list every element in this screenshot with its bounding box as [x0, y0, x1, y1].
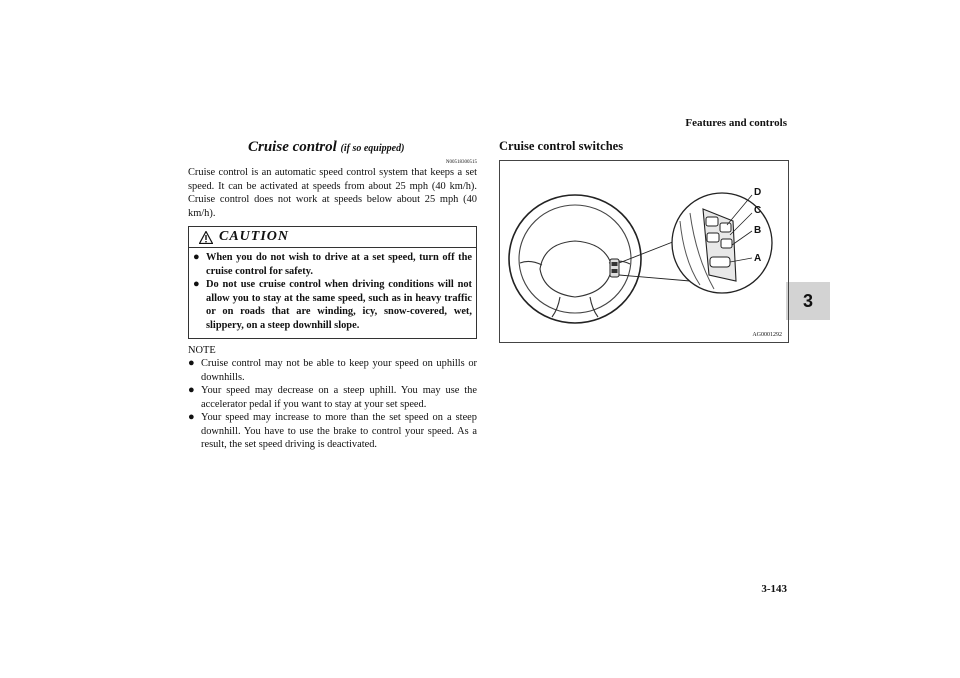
title-qualifier: (if so equipped) — [340, 143, 405, 154]
note-item-text: Your speed may decrease on a steep uphill. You may use the accelerator pedal if you want to stay at your set speed. — [201, 385, 477, 410]
title-main: Cruise control — [248, 139, 337, 155]
bullet-icon: ● — [188, 384, 195, 396]
bullet-icon: ● — [193, 251, 200, 263]
section-title: Cruise control switches — [499, 139, 624, 153]
note-item — [188, 411, 477, 452]
bullet-icon: ● — [193, 278, 200, 290]
caution-item — [193, 278, 472, 332]
callout-label-d: D — [754, 187, 762, 198]
note-item — [188, 384, 477, 411]
callout-label-c: C — [754, 205, 762, 216]
note-item-text: Cruise control may not be able to keep your speed on uphills or downhills. — [201, 358, 477, 383]
callout-label-b: B — [754, 225, 762, 236]
caution-item-text: When you do not wish to drive at a set speed, turn off the cruise control for safety. — [206, 252, 472, 277]
running-header: Features and controls — [685, 117, 787, 129]
caution-item-text: Do not use cruise control when driving conditions will not allow you to stay at the same speed, such as in heavy traffic or on roads that are winding, icy, snow-covered, wet, slippery, on a steep downhill slope. — [206, 279, 472, 331]
page-title — [248, 138, 477, 158]
note-list — [188, 357, 477, 452]
warning-icon — [199, 231, 213, 244]
figure-code: AG0001292 — [752, 332, 782, 338]
note-item-text: Your speed may increase to more than the set speed on a steep downhill. You have to use the brake to control your speed. As a result, the set speed driving is deactivated. — [201, 412, 477, 450]
doc-code: N00518300515 — [445, 160, 477, 165]
caution-label: CAUTION — [219, 229, 290, 245]
steering-wheel-illustration — [500, 161, 788, 342]
caution-item — [193, 251, 472, 278]
caution-header — [189, 227, 476, 248]
caution-box — [188, 226, 477, 339]
callout-label-a: A — [754, 253, 762, 264]
page-number: 3-143 — [761, 583, 787, 595]
bullet-icon: ● — [188, 357, 195, 369]
steering-wheel-figure — [499, 160, 789, 343]
intro-paragraph: Cruise control is an automatic speed control system that keeps a set speed. It can be activated at speeds from about 25 mph (40 km/h). Cruise control does not work at speeds below about 25 mph (40 km/h). — [188, 167, 477, 219]
note-item — [188, 357, 477, 384]
note-label: NOTE — [188, 345, 216, 356]
bullet-icon: ● — [188, 411, 195, 423]
right-column — [499, 138, 789, 343]
chapter-tab: 3 — [786, 282, 830, 320]
left-column — [188, 138, 477, 452]
